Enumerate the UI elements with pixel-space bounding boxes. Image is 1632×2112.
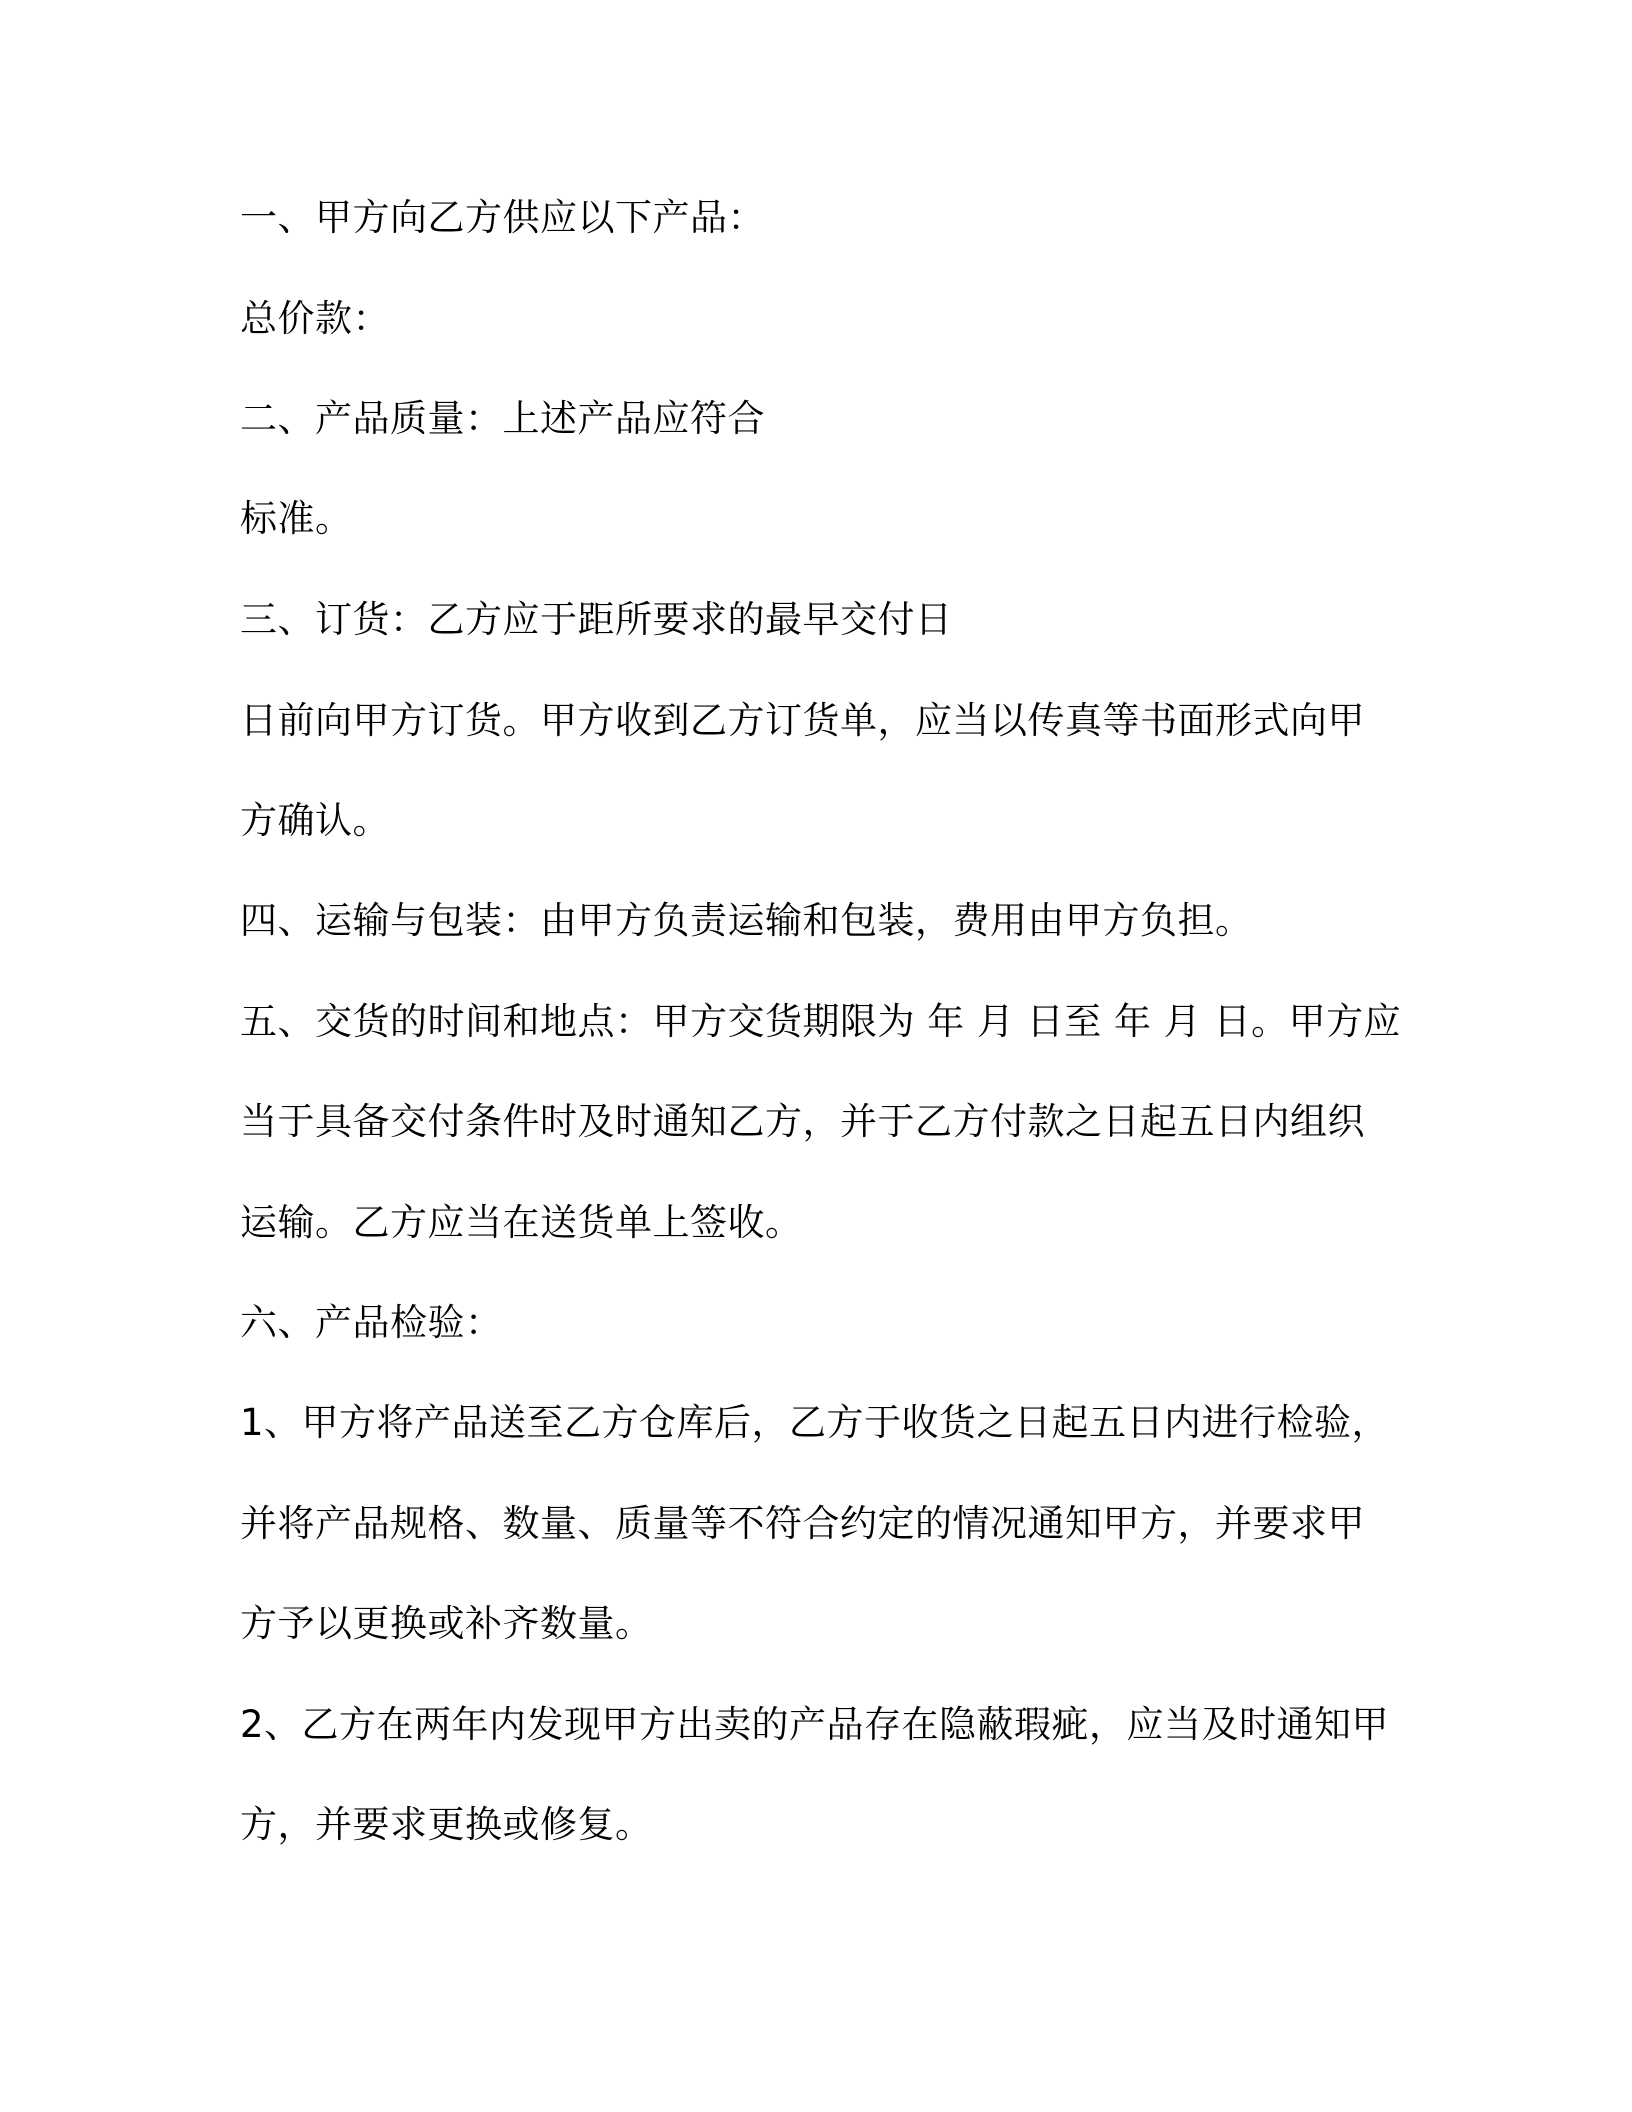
- clause-6-item-2-line-1: 2、乙方在两年内发现甲方出卖的产品存在隐蔽瑕疵，应当及时通知甲: [240, 1703, 1390, 1746]
- clause-2-heading: 二、产品质量：上述产品应符合: [240, 397, 765, 440]
- clause-1-heading: 一、甲方向乙方供应以下产品：: [240, 196, 765, 239]
- clause-4-text: 四、运输与包装：由甲方负责运输和包装，费用由甲方负担。: [240, 899, 1253, 942]
- clause-5-text-line-3: 运输。乙方应当在送货单上签收。: [240, 1201, 803, 1244]
- clause-3-text-line-1: 日前向甲方订货。甲方收到乙方订货单，应当以传真等书面形式向甲: [240, 699, 1365, 742]
- clause-2-text: 标准。: [240, 497, 353, 540]
- clause-6-item-1-line-1: 1、甲方将产品送至乙方仓库后，乙方于收货之日起五日内进行检验，: [240, 1401, 1390, 1444]
- total-price-line: 总价款：: [240, 297, 390, 340]
- clause-3-heading: 三、订货：乙方应于距所要求的最早交付日: [240, 598, 953, 641]
- clause-5-text-line-1: 五、交货的时间和地点：甲方交货期限为 年 月 日至 年 月 日。甲方应: [240, 1000, 1402, 1043]
- clause-5-text-line-2: 当于具备交付条件时及时通知乙方，并于乙方付款之日起五日内组织: [240, 1100, 1365, 1143]
- clause-6-item-1-line-3: 方予以更换或补齐数量。: [240, 1602, 653, 1645]
- clause-6-heading: 六、产品检验：: [240, 1301, 503, 1344]
- clause-3-text-line-2: 方确认。: [240, 799, 390, 842]
- clause-6-item-1-line-2: 并将产品规格、数量、质量等不符合约定的情况通知甲方，并要求甲: [240, 1502, 1365, 1545]
- clause-6-item-2-line-2: 方，并要求更换或修复。: [240, 1803, 653, 1846]
